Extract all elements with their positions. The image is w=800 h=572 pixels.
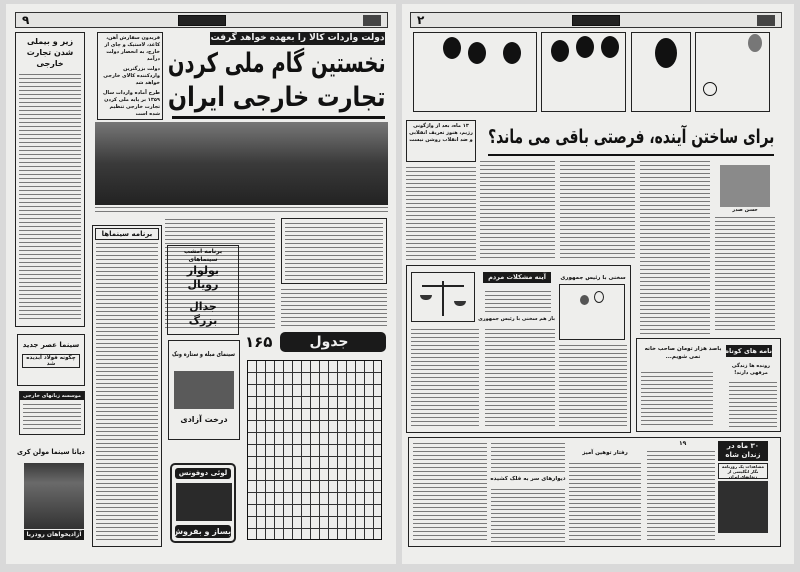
left-page-header [15,12,388,28]
president-title-2: باز هم سخنی با رئیس جمهوری [478,316,555,322]
side-article-title: زیر و بیملی شدن تجارت خارجی [26,37,74,68]
crossword [245,330,388,545]
ad-title: موسسه زبانهای خارجی [20,392,84,400]
president-cartoon [559,284,625,340]
problems-label: آینه مشکلات مردم [483,272,551,283]
masthead-logo [363,15,381,26]
main-headline-1: نخستین گام ملی کردن [168,48,386,79]
article-text [715,216,775,332]
film-title: بساز و بفروش [171,527,231,536]
serial-subhead: دیوارهای سر به فلک کشیده [490,476,566,482]
bullet: طرح آماده واردات سال ۱۳۵۹ بر پایه ملی کردن تجارت خارجی تنظیم شده است [103,90,160,117]
section-logo [572,15,620,26]
actor-name: لوئی دوفونس [175,468,231,479]
page-number: ۹ [22,13,30,27]
mobleh-cinema-ad [168,340,240,440]
kicker: دولت واردات کالا را بعهده خواهد گرفت [210,33,385,43]
kicker-bar [210,32,385,45]
text: برنامه امشب [183,248,223,255]
scales-illustration [411,272,475,322]
author-name: حسن صدر [720,207,770,213]
text: بزرگ [188,314,218,327]
city-photo [95,122,388,205]
diana-cinema-title: دیانا سینما مولن کری [17,448,85,456]
text: جدال [189,300,217,313]
film-title: آزادیخواهان رودربا [24,530,84,540]
article-text [19,73,81,322]
right-page-header [410,12,782,28]
crossword-title: جدول [280,332,386,352]
masthead-logo [757,15,775,26]
cinema-title-box [172,349,235,359]
main-headline-2-box [168,81,386,114]
short-letters-label: نامه های کوتاه [725,347,772,355]
divider [488,154,774,156]
text: سینماهای [188,256,218,263]
short-letters [636,338,781,432]
main-headline-2: تجارت خارجی ایران [168,82,386,113]
article-text [640,160,710,335]
part-number: ۱۹ [679,440,687,447]
tonight-cinema-box [167,245,239,335]
main-headline-1-box [168,47,386,80]
language-institute-ad [19,391,85,435]
cinema-title: سینمای مبله و ستاره ونک [171,350,235,358]
divider [172,116,385,119]
serial-subhead: رفتار توهین آمیز [582,450,628,456]
asr-jadid-ad [17,334,85,386]
comic-strip [413,32,770,112]
article-text [411,328,479,428]
cinema-program-title: برنامه سینماها [95,228,159,240]
photo-caption [95,206,388,214]
article-text [485,328,555,428]
author-photo [720,165,770,207]
text: بولوار [186,264,220,277]
diana-cinema-title-box [17,446,85,458]
film-title: چگونه فولاد آبدیده شد [22,354,80,368]
right-headline: برای ساختن آینده، فرصتی باقی می ماند؟ [487,126,774,148]
film-title: درخت آزادی [180,415,228,424]
funes-ad [170,463,236,543]
right-headline-box [488,122,774,152]
article-text [406,166,476,261]
film-poster [24,463,84,529]
bullet: فریدون سفارش آهن، کاغذ، لاستیک و چای از خارج، به انحصار دولت درآمد [104,35,160,62]
president-title: سخنی با رئیس جمهوری [560,275,626,281]
article-text [480,160,555,260]
crossword-number: ۱۶۵ [245,333,273,351]
text: رویال [187,278,219,291]
letter-title: باصد هزار تومان صاحب خانه نمی شویم... [644,346,722,360]
article-text [281,288,387,326]
article-text [559,344,627,428]
cinema-program [92,225,162,547]
bullets-box [97,32,163,120]
prisoner-photo [718,481,768,533]
cinema-list [96,242,158,542]
inset-box [281,218,387,284]
article-text [560,160,635,260]
side-box: ۱۳ ماه، بعد از واژگونی رژیم، هنوز تعریف انقلابی و ضد انقلاب روشن نیست [406,120,476,162]
bullet: دولت بزرگترین واردکننده کالای خارجی خواهد شد [103,66,160,86]
actor-photo [176,483,232,521]
film-still [174,371,234,409]
crossword-grid[interactable] [247,360,382,540]
serial-title: ۳۰ ماه در زندان شاه [718,441,768,461]
serial-subtitle: مشاهدات یک روزنامه نگار انگلیسی از زندانهای ایران [718,463,768,479]
serial-section [408,437,781,547]
cinema-title: سینما عصر جدید [22,341,80,349]
page-number: ۲ [417,13,425,27]
section-logo [178,15,226,26]
side-article [15,32,85,327]
letter-title: رونده ها زندگی مرفهی دارند! [731,363,771,376]
problems-section [406,265,631,433]
